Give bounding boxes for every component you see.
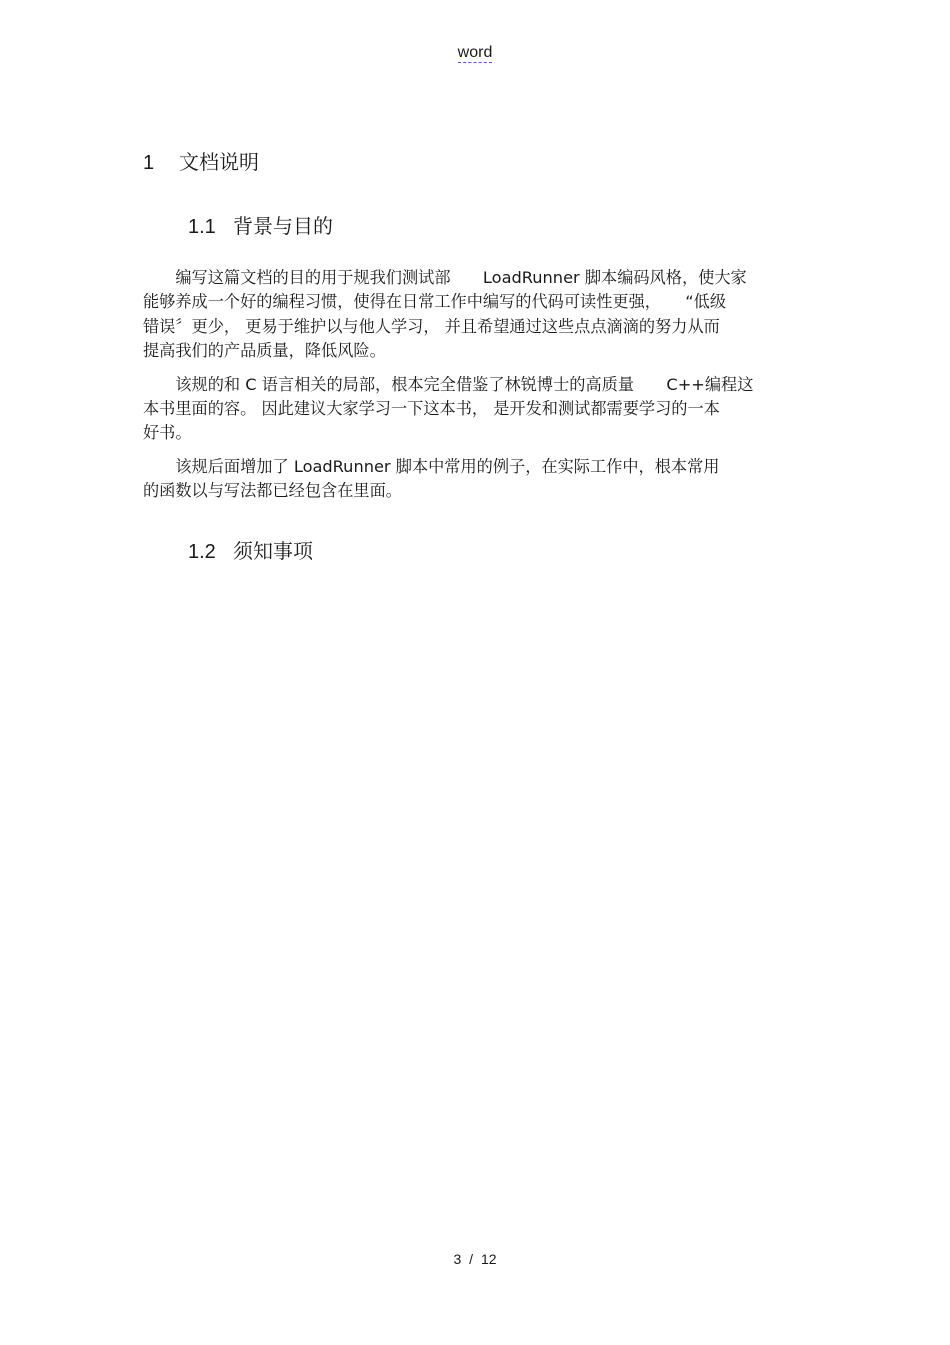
- page-number: 3 / 12: [453, 1251, 497, 1267]
- paragraph-purpose: [143, 266, 808, 364]
- paragraph-examples: [143, 455, 808, 504]
- heading-number: 1: [143, 152, 155, 174]
- header-text: word: [457, 44, 493, 61]
- text-line: 该规的和 C 语言相关的局部，根本完全借鉴了林锐博士的高质量 C++编程这: [143, 374, 754, 394]
- page-header: [0, 44, 950, 62]
- text-line: 本书里面的容。 因此建议大家学习一下这本书， 是开发和测试都需要学习的一本: [143, 399, 720, 419]
- heading-title: 须知事项: [233, 539, 313, 563]
- text-line: 能够养成一个好的编程习惯，使得在日常工作中编写的代码可读性更强， “低级: [143, 292, 727, 312]
- text-line: 错误〞更少， 更易于维护以与他人学习， 并且希望通过这些点点滴滴的努力从而: [143, 316, 720, 336]
- text-line: 该规后面增加了 LoadRunner 脚本中常用的例子，在实际工作中，根本常用: [143, 456, 720, 476]
- text-line: 的函数以与写法都已经包含在里面。: [143, 481, 402, 501]
- heading-section-1-2: [188, 535, 313, 564]
- heading-number: 1.1: [188, 216, 216, 238]
- text-line: 好书。: [143, 423, 192, 443]
- body-text: [143, 266, 808, 513]
- heading-section-1: [143, 146, 259, 175]
- text-line: 编写这篇文档的目的用于规我们测试部 LoadRunner 脚本编码风格，使大家: [143, 268, 747, 287]
- heading-title: 文档说明: [179, 150, 259, 174]
- heading-section-1-1: [188, 210, 333, 239]
- heading-title: 背景与目的: [233, 214, 333, 238]
- paragraph-reference: [143, 373, 808, 446]
- text-line: 提高我们的产品质量，降低风险。: [143, 341, 386, 361]
- heading-number: 1.2: [188, 541, 216, 563]
